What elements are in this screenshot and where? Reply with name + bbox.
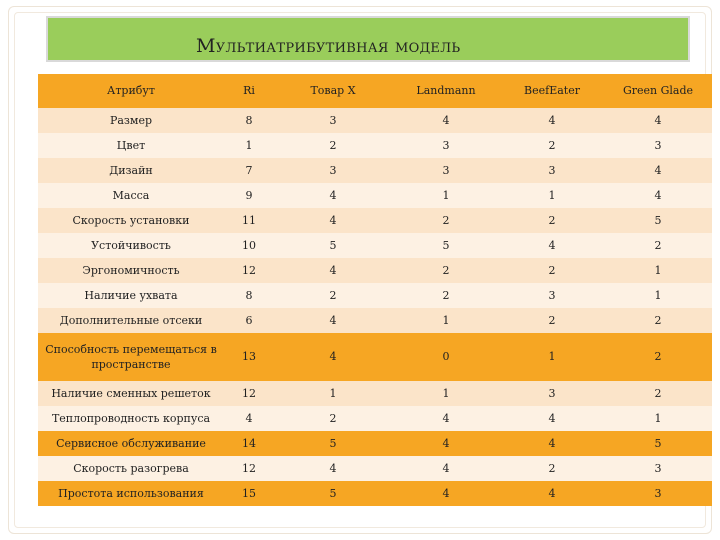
cell-product-x: 2 <box>274 283 392 308</box>
cell-product-x: 4 <box>274 183 392 208</box>
cell-ri: 1 <box>224 133 274 158</box>
header-landmann: Landmann <box>392 74 500 108</box>
cell-ri: 15 <box>224 481 274 506</box>
cell-landmann: 1 <box>392 183 500 208</box>
cell-attribute: Теплопроводность корпуса <box>38 406 224 431</box>
cell-beefeater: 1 <box>500 333 604 381</box>
table-row <box>38 481 712 506</box>
cell-ri: 12 <box>224 258 274 283</box>
cell-beefeater: 2 <box>500 456 604 481</box>
cell-attribute: Наличие ухвата <box>38 283 224 308</box>
cell-ri: 12 <box>224 456 274 481</box>
cell-beefeater: 3 <box>500 283 604 308</box>
cell-ri: 14 <box>224 431 274 456</box>
cell-green-glade: 1 <box>604 406 712 431</box>
header-ri: Ri <box>224 74 274 108</box>
cell-attribute: Способность перемещаться в пространстве <box>38 333 224 381</box>
cell-product-x: 3 <box>274 108 392 133</box>
cell-product-x: 5 <box>274 481 392 506</box>
cell-product-x: 5 <box>274 233 392 258</box>
cell-beefeater: 4 <box>500 431 604 456</box>
cell-attribute: Скорость разогрева <box>38 456 224 481</box>
cell-attribute: Цвет <box>38 133 224 158</box>
cell-product-x: 4 <box>274 333 392 381</box>
cell-green-glade: 1 <box>604 258 712 283</box>
header-attribute: Атрибут <box>38 74 224 108</box>
cell-landmann: 4 <box>392 481 500 506</box>
cell-beefeater: 2 <box>500 258 604 283</box>
table-header-row <box>38 74 712 108</box>
cell-landmann: 5 <box>392 233 500 258</box>
header-green-glade: Green Glade <box>604 74 712 108</box>
cell-beefeater: 1 <box>500 183 604 208</box>
cell-green-glade: 2 <box>604 381 712 406</box>
cell-attribute: Наличие сменных решеток <box>38 381 224 406</box>
cell-landmann: 2 <box>392 283 500 308</box>
cell-green-glade: 4 <box>604 183 712 208</box>
cell-product-x: 4 <box>274 456 392 481</box>
table-row <box>38 158 712 183</box>
cell-product-x: 4 <box>274 208 392 233</box>
cell-ri: 7 <box>224 158 274 183</box>
cell-green-glade: 5 <box>604 431 712 456</box>
cell-product-x: 4 <box>274 258 392 283</box>
cell-beefeater: 4 <box>500 406 604 431</box>
cell-landmann: 1 <box>392 308 500 333</box>
table-row <box>38 333 712 381</box>
cell-attribute: Дизайн <box>38 158 224 183</box>
cell-green-glade: 5 <box>604 208 712 233</box>
table-row <box>38 283 712 308</box>
cell-attribute: Эргономичность <box>38 258 224 283</box>
cell-attribute: Скорость установки <box>38 208 224 233</box>
cell-landmann: 3 <box>392 158 500 183</box>
cell-landmann: 3 <box>392 133 500 158</box>
cell-landmann: 1 <box>392 381 500 406</box>
cell-product-x: 1 <box>274 381 392 406</box>
cell-beefeater: 2 <box>500 208 604 233</box>
cell-beefeater: 3 <box>500 158 604 183</box>
table-row <box>38 183 712 208</box>
cell-product-x: 5 <box>274 431 392 456</box>
cell-landmann: 4 <box>392 108 500 133</box>
cell-attribute: Масса <box>38 183 224 208</box>
cell-beefeater: 4 <box>500 481 604 506</box>
cell-product-x: 4 <box>274 308 392 333</box>
cell-green-glade: 2 <box>604 333 712 381</box>
cell-beefeater: 2 <box>500 308 604 333</box>
cell-ri: 11 <box>224 208 274 233</box>
cell-green-glade: 2 <box>604 308 712 333</box>
cell-landmann: 2 <box>392 208 500 233</box>
header-beefeater: BeefEater <box>500 74 604 108</box>
cell-ri: 12 <box>224 381 274 406</box>
cell-product-x: 3 <box>274 158 392 183</box>
cell-green-glade: 4 <box>604 158 712 183</box>
cell-landmann: 0 <box>392 333 500 381</box>
cell-beefeater: 4 <box>500 233 604 258</box>
title-bar <box>46 16 690 62</box>
cell-product-x: 2 <box>274 133 392 158</box>
header-product-x: Товар X <box>274 74 392 108</box>
cell-attribute: Размер <box>38 108 224 133</box>
cell-green-glade: 2 <box>604 233 712 258</box>
cell-beefeater: 2 <box>500 133 604 158</box>
cell-ri: 13 <box>224 333 274 381</box>
cell-attribute: Сервисное обслуживание <box>38 431 224 456</box>
cell-attribute: Простота использования <box>38 481 224 506</box>
cell-green-glade: 3 <box>604 456 712 481</box>
cell-landmann: 4 <box>392 456 500 481</box>
cell-ri: 6 <box>224 308 274 333</box>
table-row <box>38 431 712 456</box>
cell-green-glade: 3 <box>604 133 712 158</box>
cell-ri: 8 <box>224 283 274 308</box>
cell-green-glade: 3 <box>604 481 712 506</box>
page-title: Мультиатрибутивная модель <box>196 35 461 57</box>
cell-attribute: Дополнительные отсеки <box>38 308 224 333</box>
cell-landmann: 4 <box>392 406 500 431</box>
table-row <box>38 233 712 258</box>
cell-attribute: Устойчивость <box>38 233 224 258</box>
table-row <box>38 133 712 158</box>
attribute-table <box>38 74 712 506</box>
table-row <box>38 108 712 133</box>
table-row <box>38 456 712 481</box>
cell-landmann: 4 <box>392 431 500 456</box>
cell-ri: 4 <box>224 406 274 431</box>
table-row <box>38 208 712 233</box>
table-row <box>38 406 712 431</box>
cell-beefeater: 3 <box>500 381 604 406</box>
table-row <box>38 258 712 283</box>
cell-beefeater: 4 <box>500 108 604 133</box>
table-body <box>38 108 712 506</box>
cell-ri: 8 <box>224 108 274 133</box>
cell-green-glade: 4 <box>604 108 712 133</box>
table-container <box>38 74 712 506</box>
cell-ri: 9 <box>224 183 274 208</box>
table-row <box>38 381 712 406</box>
cell-product-x: 2 <box>274 406 392 431</box>
cell-landmann: 2 <box>392 258 500 283</box>
table-row <box>38 308 712 333</box>
cell-ri: 10 <box>224 233 274 258</box>
cell-green-glade: 1 <box>604 283 712 308</box>
